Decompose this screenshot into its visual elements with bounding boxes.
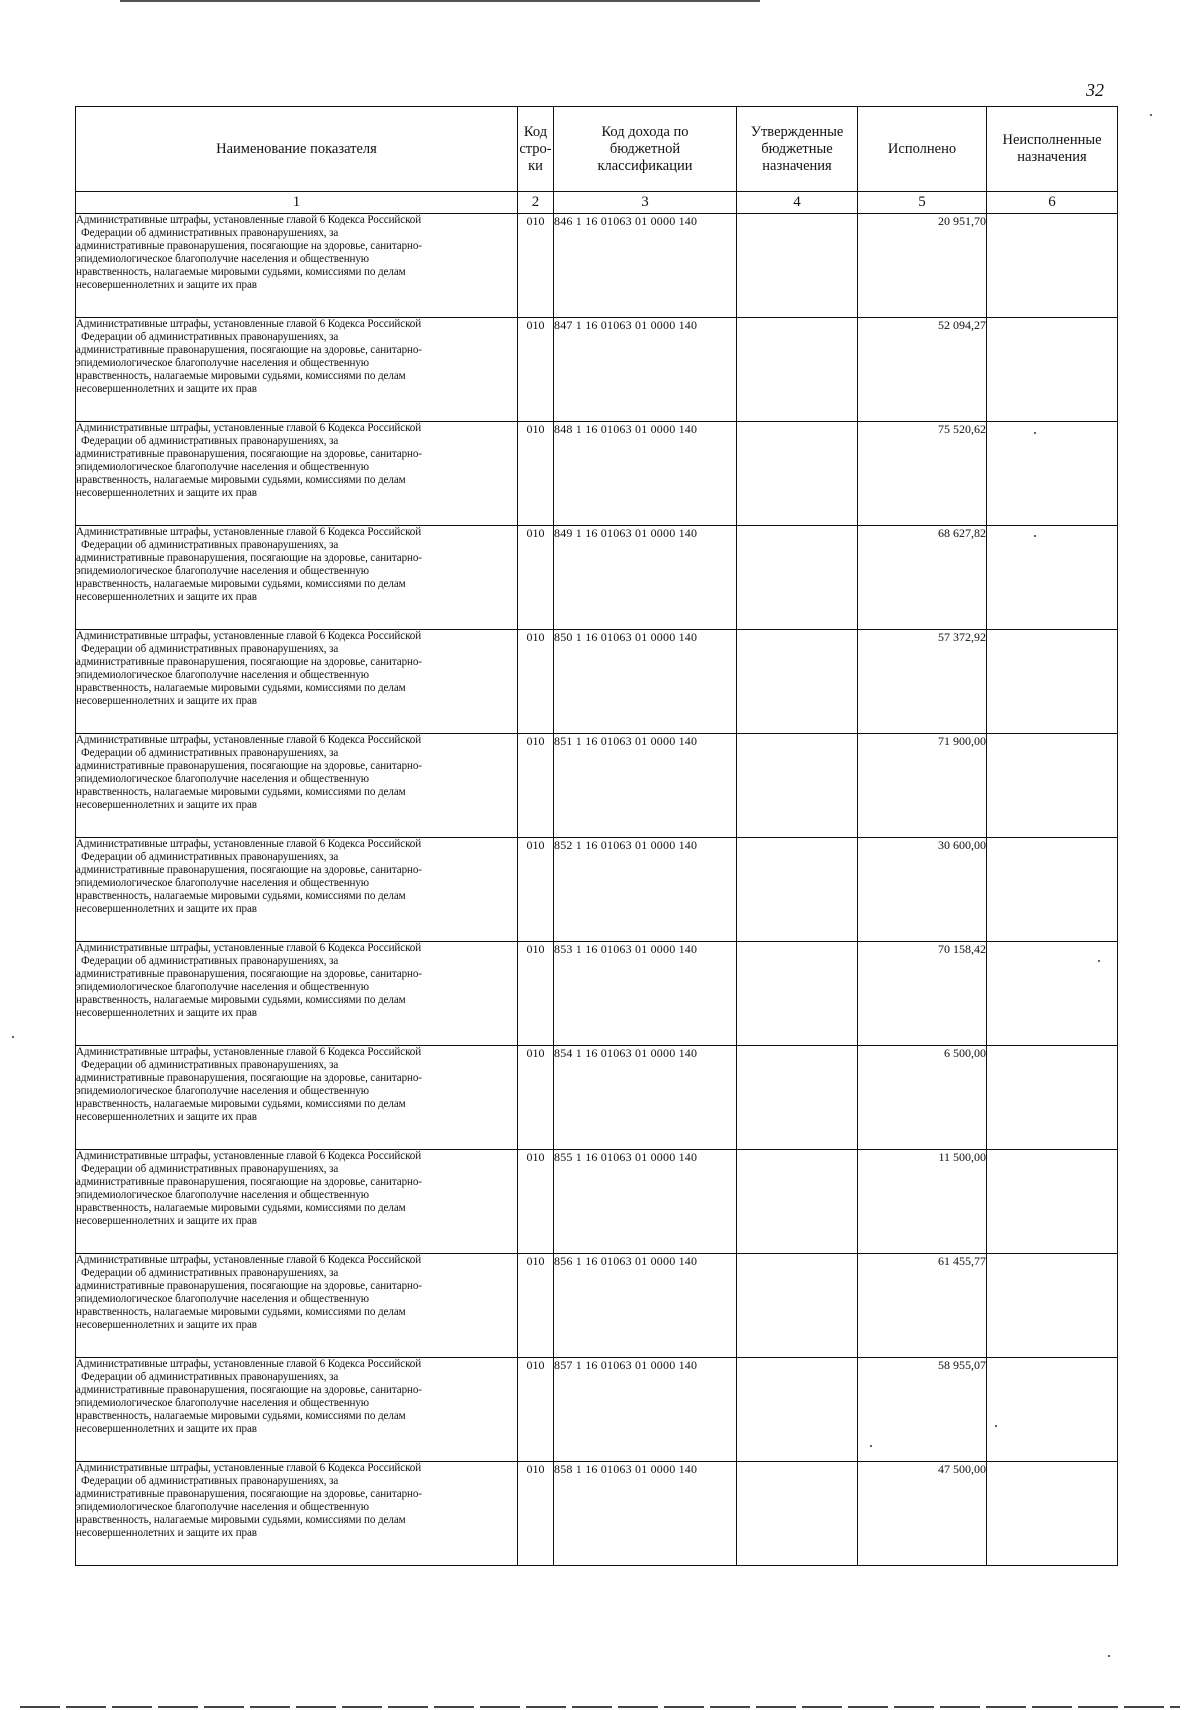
executed-cell: 70 158,42 <box>858 942 987 1046</box>
scan-speck <box>12 1036 14 1038</box>
indicator-name-line: нравственность, налагаемые мировыми судьями, комиссиями по делам <box>76 1513 406 1526</box>
indicator-name-line: административные правонарушения, посягающие на здоровье, санитарно- <box>76 343 422 356</box>
line-code-cell: 010 <box>518 1358 554 1462</box>
indicator-name-line: Административные штрафы, установленные главой 6 Кодекса Российской <box>76 526 422 538</box>
indicator-name-line: нравственность, налагаемые мировыми судьями, комиссиями по делам <box>76 1409 406 1422</box>
indicator-name-line: Федерации об административных правонарушениях, за <box>81 1474 339 1487</box>
scan-speck <box>1108 1655 1110 1657</box>
income-code-cell: 853 1 16 01063 01 0000 140 <box>554 942 737 1046</box>
approved-cell <box>737 1046 858 1150</box>
income-code-cell: 858 1 16 01063 01 0000 140 <box>554 1462 737 1566</box>
indicator-name-line: несовершеннолетних и защите их прав <box>76 1006 257 1019</box>
approved-cell <box>737 214 858 318</box>
approved-cell <box>737 630 858 734</box>
indicator-name-line: административные правонарушения, посягающие на здоровье, санитарно- <box>76 863 422 876</box>
indicator-name-line: нравственность, налагаемые мировыми судьями, комиссиями по делам <box>76 785 406 798</box>
indicator-name <box>76 318 518 422</box>
executed-cell: 11 500,00 <box>858 1150 987 1254</box>
header-income-code: Код дохода по бюджетной классификации <box>554 107 737 192</box>
column-number: 3 <box>554 192 737 214</box>
approved-cell <box>737 526 858 630</box>
indicator-name-line: Федерации об административных правонарушениях, за <box>81 538 339 551</box>
income-code-cell: 852 1 16 01063 01 0000 140 <box>554 838 737 942</box>
indicator-name-line: эпидемиологическое благополучие населения и общественную <box>76 1188 369 1201</box>
indicator-name-line: Административные штрафы, установленные главой 6 Кодекса Российской <box>76 1254 422 1266</box>
approved-cell <box>737 1462 858 1566</box>
approved-cell <box>737 318 858 422</box>
indicator-name-line: административные правонарушения, посягающие на здоровье, санитарно- <box>76 1383 422 1396</box>
indicator-name <box>76 1046 518 1150</box>
indicator-name-line: Федерации об административных правонарушениях, за <box>81 1162 339 1175</box>
unexecuted-cell <box>987 838 1118 942</box>
indicator-name-line: Федерации об административных правонарушениях, за <box>81 1370 339 1383</box>
indicator-name-line: административные правонарушения, посягающие на здоровье, санитарно- <box>76 967 422 980</box>
indicator-name <box>76 422 518 526</box>
indicator-name-line: Федерации об административных правонарушениях, за <box>81 850 339 863</box>
indicator-name-line: несовершеннолетних и защите их прав <box>76 590 257 603</box>
indicator-name-line: Административные штрафы, установленные главой 6 Кодекса Российской <box>76 942 422 954</box>
approved-cell <box>737 838 858 942</box>
indicator-name-line: административные правонарушения, посягающие на здоровье, санитарно- <box>76 1279 422 1292</box>
indicator-name-line: административные правонарушения, посягающие на здоровье, санитарно- <box>76 759 422 772</box>
indicator-name-line: нравственность, налагаемые мировыми судьями, комиссиями по делам <box>76 1305 406 1318</box>
indicator-name-line: административные правонарушения, посягающие на здоровье, санитарно- <box>76 447 422 460</box>
indicator-name-line: Административные штрафы, установленные главой 6 Кодекса Российской <box>76 838 422 850</box>
indicator-name <box>76 1150 518 1254</box>
indicator-name-line: Федерации об административных правонарушениях, за <box>81 1266 339 1279</box>
line-code-cell: 010 <box>518 1046 554 1150</box>
indicator-name-line: Административные штрафы, установленные главой 6 Кодекса Российской <box>76 1462 422 1474</box>
indicator-name-line: Федерации об административных правонарушениях, за <box>81 954 339 967</box>
indicator-name-line: эпидемиологическое благополучие населения и общественную <box>76 980 369 993</box>
column-number: 4 <box>737 192 858 214</box>
indicator-name-line: Административные штрафы, установленные главой 6 Кодекса Российской <box>76 318 422 330</box>
income-code-cell: 851 1 16 01063 01 0000 140 <box>554 734 737 838</box>
unexecuted-cell <box>987 1462 1118 1566</box>
indicator-name-line: Федерации об административных правонарушениях, за <box>81 642 339 655</box>
indicator-name-line: Административные штрафы, установленные главой 6 Кодекса Российской <box>76 630 422 642</box>
indicator-name <box>76 734 518 838</box>
unexecuted-cell <box>987 318 1118 422</box>
executed-cell: 30 600,00 <box>858 838 987 942</box>
table-row <box>76 422 1118 526</box>
unexecuted-cell <box>987 526 1118 630</box>
indicator-name-line: несовершеннолетних и защите их прав <box>76 694 257 707</box>
unexecuted-cell <box>987 1254 1118 1358</box>
indicator-name-line: Административные штрафы, установленные главой 6 Кодекса Российской <box>76 1046 422 1058</box>
indicator-name-line: несовершеннолетних и защите их прав <box>76 486 257 499</box>
indicator-name-line: эпидемиологическое благополучие населения и общественную <box>76 564 369 577</box>
indicator-name-line: Административные штрафы, установленные главой 6 Кодекса Российской <box>76 214 422 226</box>
approved-cell <box>737 1150 858 1254</box>
executed-cell: 75 520,62 <box>858 422 987 526</box>
unexecuted-cell <box>987 214 1118 318</box>
header-approved: Утвержденные бюджетные назначения <box>737 107 858 192</box>
indicator-name-line: эпидемиологическое благополучие населения и общественную <box>76 460 369 473</box>
unexecuted-cell <box>987 1046 1118 1150</box>
table-row <box>76 1150 1118 1254</box>
table-row <box>76 838 1118 942</box>
indicator-name-line: Федерации об административных правонарушениях, за <box>81 330 339 343</box>
indicator-name-line: нравственность, налагаемые мировыми судьями, комиссиями по делам <box>76 369 406 382</box>
line-code-cell: 010 <box>518 838 554 942</box>
indicator-name-line: нравственность, налагаемые мировыми судьями, комиссиями по делам <box>76 1201 406 1214</box>
indicator-name <box>76 1358 518 1462</box>
income-code-cell: 854 1 16 01063 01 0000 140 <box>554 1046 737 1150</box>
indicator-name-line: Административные штрафы, установленные главой 6 Кодекса Российской <box>76 1150 422 1162</box>
page-number: 32 <box>1086 80 1104 100</box>
income-code-cell: 855 1 16 01063 01 0000 140 <box>554 1150 737 1254</box>
executed-cell: 57 372,92 <box>858 630 987 734</box>
table-row <box>76 1358 1118 1462</box>
header-name: Наименование показателя <box>76 107 518 192</box>
approved-cell <box>737 942 858 1046</box>
table-header-row <box>76 107 1118 192</box>
executed-cell: 58 955,07 <box>858 1358 987 1462</box>
header-line-code: Код стро- ки <box>518 107 554 192</box>
line-code-cell: 010 <box>518 1254 554 1358</box>
line-code-cell: 010 <box>518 318 554 422</box>
indicator-name-line: Федерации об административных правонарушениях, за <box>81 226 339 239</box>
indicator-name <box>76 630 518 734</box>
unexecuted-cell <box>987 734 1118 838</box>
indicator-name-line: несовершеннолетних и защите их прав <box>76 1318 257 1331</box>
indicator-name-line: нравственность, налагаемые мировыми судьями, комиссиями по делам <box>76 473 406 486</box>
unexecuted-cell <box>987 942 1118 1046</box>
indicator-name-line: несовершеннолетних и защите их прав <box>76 1214 257 1227</box>
column-number: 2 <box>518 192 554 214</box>
income-code-cell: 848 1 16 01063 01 0000 140 <box>554 422 737 526</box>
income-code-cell: 850 1 16 01063 01 0000 140 <box>554 630 737 734</box>
indicator-name-line: несовершеннолетних и защите их прав <box>76 902 257 915</box>
table-row <box>76 734 1118 838</box>
indicator-name-line: нравственность, налагаемые мировыми судьями, комиссиями по делам <box>76 577 406 590</box>
line-code-cell: 010 <box>518 526 554 630</box>
income-code-cell: 856 1 16 01063 01 0000 140 <box>554 1254 737 1358</box>
scan-speck <box>1150 114 1152 116</box>
approved-cell <box>737 734 858 838</box>
table-row <box>76 1046 1118 1150</box>
line-code-cell: 010 <box>518 630 554 734</box>
table-row <box>76 526 1118 630</box>
indicator-name <box>76 526 518 630</box>
executed-cell: 71 900,00 <box>858 734 987 838</box>
indicator-name-line: несовершеннолетних и защите их прав <box>76 1422 257 1435</box>
indicator-name-line: административные правонарушения, посягающие на здоровье, санитарно- <box>76 239 422 252</box>
indicator-name-line: нравственность, налагаемые мировыми судьями, комиссиями по делам <box>76 1097 406 1110</box>
indicator-name <box>76 942 518 1046</box>
indicator-name-line: Административные штрафы, установленные главой 6 Кодекса Российской <box>76 422 422 434</box>
income-code-cell: 849 1 16 01063 01 0000 140 <box>554 526 737 630</box>
table-row <box>76 630 1118 734</box>
indicator-name-line: Административные штрафы, установленные главой 6 Кодекса Российской <box>76 1358 422 1370</box>
indicator-name-line: несовершеннолетних и защите их прав <box>76 1110 257 1123</box>
indicator-name <box>76 1254 518 1358</box>
indicator-name-line: нравственность, налагаемые мировыми судьями, комиссиями по делам <box>76 265 406 278</box>
indicator-name-line: эпидемиологическое благополучие населения и общественную <box>76 1396 369 1409</box>
column-number-row <box>76 192 1118 214</box>
executed-cell: 68 627,82 <box>858 526 987 630</box>
indicator-name-line: несовершеннолетних и защите их прав <box>76 798 257 811</box>
indicator-name-line: нравственность, налагаемые мировыми судьями, комиссиями по делам <box>76 993 406 1006</box>
scan-edge-top <box>120 0 760 2</box>
income-code-cell: 857 1 16 01063 01 0000 140 <box>554 1358 737 1462</box>
indicator-name-line: административные правонарушения, посягающие на здоровье, санитарно- <box>76 1175 422 1188</box>
table-row <box>76 1462 1118 1566</box>
column-number: 6 <box>987 192 1118 214</box>
indicator-name-line: эпидемиологическое благополучие населения и общественную <box>76 668 369 681</box>
line-code-cell: 010 <box>518 734 554 838</box>
unexecuted-cell <box>987 630 1118 734</box>
indicator-name-line: административные правонарушения, посягающие на здоровье, санитарно- <box>76 551 422 564</box>
indicator-name-line: Административные штрафы, установленные главой 6 Кодекса Российской <box>76 734 422 746</box>
indicator-name-line: эпидемиологическое благополучие населения и общественную <box>76 876 369 889</box>
table-row <box>76 942 1118 1046</box>
indicator-name <box>76 838 518 942</box>
indicator-name-line: Федерации об административных правонарушениях, за <box>81 746 339 759</box>
indicator-name-line: несовершеннолетних и защите их прав <box>76 382 257 395</box>
executed-cell: 6 500,00 <box>858 1046 987 1150</box>
indicator-name-line: нравственность, налагаемые мировыми судьями, комиссиями по делам <box>76 889 406 902</box>
header-unexecuted: Неисполненные назначения <box>987 107 1118 192</box>
executed-cell: 20 951,70 <box>858 214 987 318</box>
line-code-cell: 010 <box>518 422 554 526</box>
indicator-name-line: Федерации об административных правонарушениях, за <box>81 434 339 447</box>
column-number: 1 <box>76 192 518 214</box>
approved-cell <box>737 1254 858 1358</box>
indicator-name-line: административные правонарушения, посягающие на здоровье, санитарно- <box>76 1487 422 1500</box>
unexecuted-cell <box>987 422 1118 526</box>
approved-cell <box>737 422 858 526</box>
unexecuted-cell <box>987 1358 1118 1462</box>
line-code-cell: 010 <box>518 942 554 1046</box>
approved-cell <box>737 1358 858 1462</box>
indicator-name-line: эпидемиологическое благополучие населения и общественную <box>76 252 369 265</box>
indicator-name-line: административные правонарушения, посягающие на здоровье, санитарно- <box>76 655 422 668</box>
line-code-cell: 010 <box>518 214 554 318</box>
indicator-name-line: эпидемиологическое благополучие населения и общественную <box>76 356 369 369</box>
indicator-name-line: несовершеннолетних и защите их прав <box>76 1526 257 1539</box>
table-row <box>76 318 1118 422</box>
indicator-name-line: несовершеннолетних и защите их прав <box>76 278 257 291</box>
indicator-name-line: эпидемиологическое благополучие населения и общественную <box>76 1500 369 1513</box>
column-number: 5 <box>858 192 987 214</box>
indicator-name <box>76 214 518 318</box>
executed-cell: 47 500,00 <box>858 1462 987 1566</box>
line-code-cell: 010 <box>518 1150 554 1254</box>
indicator-name-line: эпидемиологическое благополучие населения и общественную <box>76 1084 369 1097</box>
scan-edge-bottom <box>20 1706 1180 1708</box>
executed-cell: 61 455,77 <box>858 1254 987 1358</box>
header-executed: Исполнено <box>858 107 987 192</box>
table-row <box>76 1254 1118 1358</box>
indicator-name <box>76 1462 518 1566</box>
indicator-name-line: административные правонарушения, посягающие на здоровье, санитарно- <box>76 1071 422 1084</box>
revenue-table <box>75 106 1118 1566</box>
indicator-name-line: эпидемиологическое благополучие населения и общественную <box>76 1292 369 1305</box>
indicator-name-line: эпидемиологическое благополучие населения и общественную <box>76 772 369 785</box>
indicator-name-line: нравственность, налагаемые мировыми судьями, комиссиями по делам <box>76 681 406 694</box>
unexecuted-cell <box>987 1150 1118 1254</box>
indicator-name-line: Федерации об административных правонарушениях, за <box>81 1058 339 1071</box>
income-code-cell: 847 1 16 01063 01 0000 140 <box>554 318 737 422</box>
table-body <box>76 214 1118 1566</box>
executed-cell: 52 094,27 <box>858 318 987 422</box>
line-code-cell: 010 <box>518 1462 554 1566</box>
income-code-cell: 846 1 16 01063 01 0000 140 <box>554 214 737 318</box>
table-row <box>76 214 1118 318</box>
